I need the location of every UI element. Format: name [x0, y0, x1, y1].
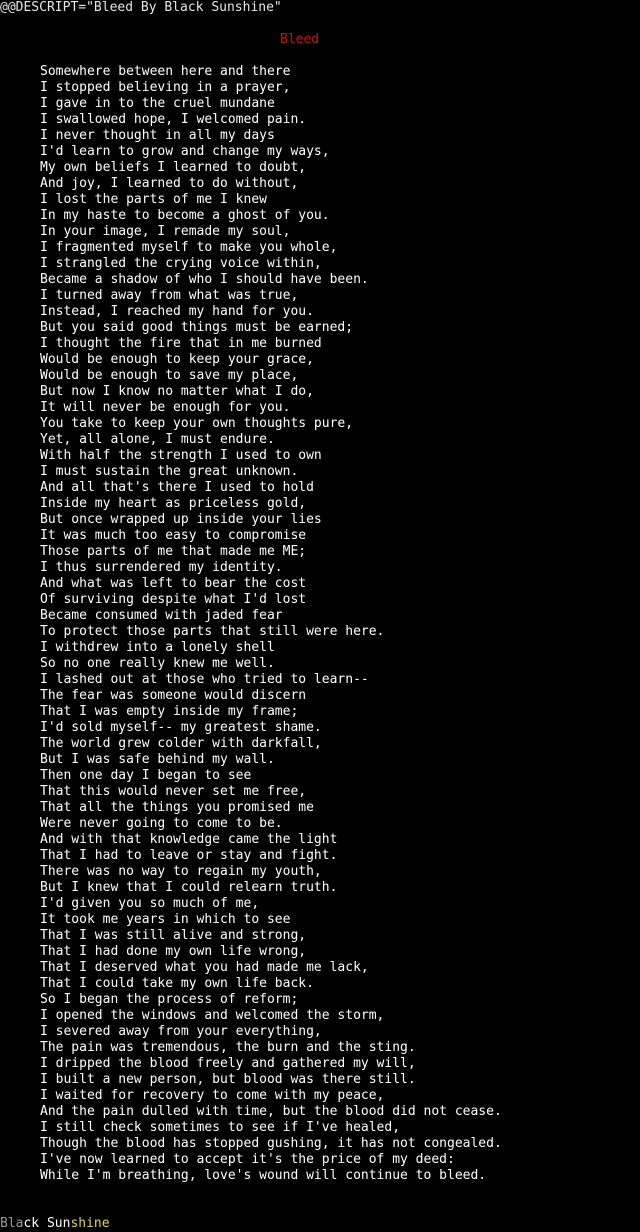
poem-line: I thus surrendered my identity.	[40, 560, 283, 575]
poem-line: That I was still alive and strong,	[40, 928, 307, 943]
poem-line: Yet, all alone, I must endure.	[40, 432, 275, 447]
poem-line: I fragmented myself to make you whole,	[40, 240, 338, 255]
poem-line: I dripped the blood freely and gathered my will,	[40, 1056, 416, 1071]
signature-part: Bla	[0, 1216, 24, 1231]
poem-line: Those parts of me that made me ME;	[40, 544, 307, 559]
poem-line: I waited for recovery to come with my peace,	[40, 1088, 385, 1103]
poem-line: The pain was tremendous, the burn and the sting.	[40, 1040, 416, 1055]
poem-line: I withdrew into a lonely shell	[40, 640, 275, 655]
poem-line: That all the things you promised me	[40, 800, 314, 815]
poem-line: Were never going to come to be.	[40, 816, 283, 831]
poem-line: I gave in to the cruel mundane	[40, 96, 275, 111]
poem-line: I thought the fire that in me burned	[40, 336, 322, 351]
poem-line: I opened the windows and welcomed the storm,	[40, 1008, 385, 1023]
author-signature	[0, 1216, 110, 1232]
poem-line: But I knew that I could relearn truth.	[40, 880, 338, 895]
poem-line: I never thought in all my days	[40, 128, 275, 143]
poem-body	[40, 64, 502, 1184]
poem-line: And all that's there I used to hold	[40, 480, 314, 495]
poem-line: Inside my heart as priceless gold,	[40, 496, 307, 511]
signature-part: ck Sun	[23, 1216, 71, 1231]
poem-line: So no one really knew me well.	[40, 656, 275, 671]
poem-line: While I'm breathing, love's wound will continue to bleed.	[40, 1168, 487, 1183]
poem-line: Would be enough to save my place,	[40, 368, 299, 383]
poem-line: I swallowed hope, I welcomed pain.	[40, 112, 307, 127]
poem-line: That I had done my own life wrong,	[40, 944, 307, 959]
poem-line: And the pain dulled with time, but the blood did not cease.	[40, 1104, 502, 1119]
poem-line: But now I know no matter what I do,	[40, 384, 314, 399]
poem-line: Though the blood has stopped gushing, it has not congealed.	[40, 1136, 502, 1151]
poem-line: I lost the parts of me I knew	[40, 192, 267, 207]
poem-line: And what was left to bear the cost	[40, 576, 307, 591]
signature-part: shine	[70, 1216, 110, 1231]
poem-line: It took me years in which to see	[40, 912, 291, 927]
poem-line: Became consumed with jaded fear	[40, 608, 283, 623]
poem-line: My own beliefs I learned to doubt,	[40, 160, 307, 175]
poem-line: Then one day I began to see	[40, 768, 252, 783]
poem-line: I must sustain the great unknown.	[40, 464, 299, 479]
poem-line: In my haste to become a ghost of you.	[40, 208, 330, 223]
poem-title: Bleed	[280, 32, 320, 47]
poem-line: Became a shadow of who I should have been.	[40, 272, 369, 287]
poem-line: There was no way to regain my youth,	[40, 864, 322, 879]
poem-line: That I deserved what you had made me lack,	[40, 960, 369, 975]
poem-line: I'd learn to grow and change my ways,	[40, 144, 330, 159]
poem-line: Would be enough to keep your grace,	[40, 352, 314, 367]
poem-line: In your image, I remade my soul,	[40, 224, 291, 239]
poem-line: But you said good things must be earned;	[40, 320, 354, 335]
poem-line: I lashed out at those who tried to learn--	[40, 672, 369, 687]
poem-line: But I was safe behind my wall.	[40, 752, 275, 767]
poem-line: I severed away from your everything,	[40, 1024, 322, 1039]
poem-line: I'd sold myself-- my greatest shame.	[40, 720, 322, 735]
poem-line: The world grew colder with darkfall,	[40, 736, 322, 751]
poem-line: Somewhere between here and there	[40, 64, 291, 79]
descript-header: @@DESCRIPT="Bleed By Black Sunshine"	[0, 0, 282, 15]
poem-line: I stopped believing in a prayer,	[40, 80, 291, 95]
poem-line: You take to keep your own thoughts pure,	[40, 416, 354, 431]
poem-line: I built a new person, but blood was there still.	[40, 1072, 416, 1087]
poem-line: I strangled the crying voice within,	[40, 256, 322, 271]
poem-line: That I could take my own life back.	[40, 976, 314, 991]
poem-line: That I was empty inside my frame;	[40, 704, 299, 719]
poem-line: It was much too easy to compromise	[40, 528, 307, 543]
poem-line: I've now learned to accept it's the price of my deed:	[40, 1152, 455, 1167]
poem-line: But once wrapped up inside your lies	[40, 512, 322, 527]
poem-line: I still check sometimes to see if I've healed,	[40, 1120, 401, 1135]
poem-line: Of surviving despite what I'd lost	[40, 592, 307, 607]
poem-line: To protect those parts that still were here.	[40, 624, 385, 639]
poem-line: And with that knowledge came the light	[40, 832, 338, 847]
poem-line: And joy, I learned to do without,	[40, 176, 299, 191]
poem-line: I turned away from what was true,	[40, 288, 299, 303]
poem-line: The fear was someone would discern	[40, 688, 307, 703]
poem-line: Instead, I reached my hand for you.	[40, 304, 314, 319]
poem-line: That this would never set me free,	[40, 784, 307, 799]
poem-line: I'd given you so much of me,	[40, 896, 260, 911]
poem-line: With half the strength I used to own	[40, 448, 322, 463]
poem-line: It will never be enough for you.	[40, 400, 291, 415]
poem-line: That I had to leave or stay and fight.	[40, 848, 338, 863]
poem-line: So I began the process of reform;	[40, 992, 299, 1007]
